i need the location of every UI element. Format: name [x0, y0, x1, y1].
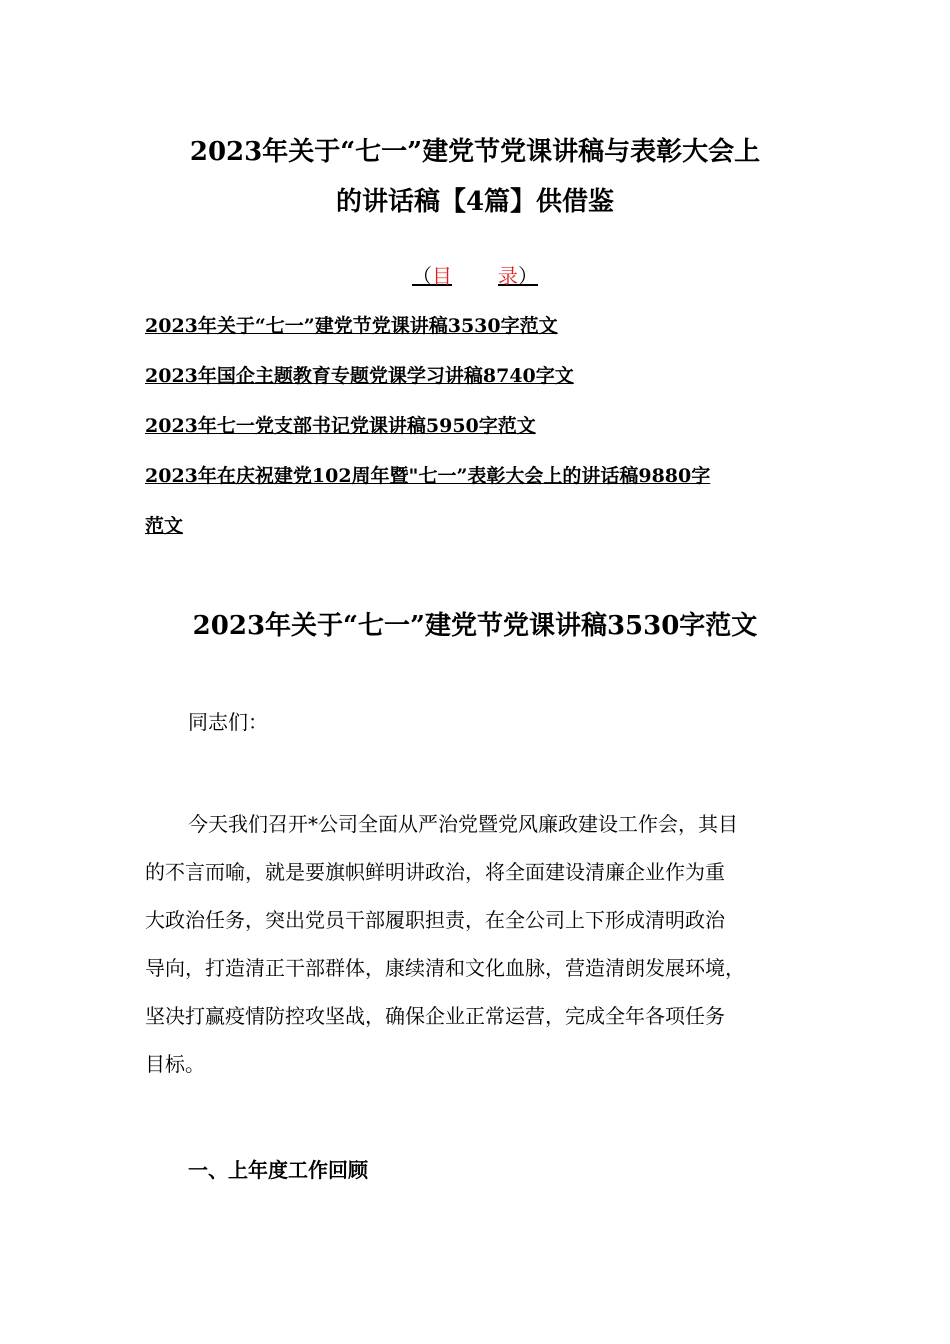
section-title: 2023年关于“七一”建党节党课讲稿3530字范文 — [192, 611, 758, 641]
paragraph-line: 坚决打赢疫情防控攻坚战，确保企业正常运营，完成全年各项任务 — [145, 1004, 725, 1028]
greeting: 同志们： — [188, 710, 268, 734]
toc-link-2[interactable]: 2023年国企主题教育专题党课学习讲稿8740字文 — [145, 365, 574, 387]
toc-link-1[interactable]: 2023年关于“七一”建党节党课讲稿3530字范文 — [145, 315, 558, 337]
paragraph-line: 的不言而喻，就是要旗帜鲜明讲政治，将全面建设清廉企业作为重 — [145, 860, 725, 884]
subheading: 一、上年度工作回顾 — [188, 1158, 368, 1182]
toc-heading-open-paren: （ — [412, 264, 432, 288]
paragraph-line: 目标。 — [145, 1052, 205, 1076]
paragraph-line: 大政治任务，突出党员干部履职担责，在全公司上下形成清明政治 — [145, 908, 725, 932]
document-title-line-1: 2023年关于“七一”建党节党课讲稿与表彰大会上 — [189, 137, 761, 167]
paragraph-line: 今天我们召开*公司全面从严治党暨党风廉政建设工作会，其目 — [188, 812, 738, 836]
toc-heading-close-paren: ） — [518, 264, 538, 288]
toc-link-4[interactable]: 2023年在庆祝建党102周年暨"七一”表彰大会上的讲话稿9880字 — [145, 465, 711, 487]
toc-heading — [0, 260, 950, 292]
toc-heading-char-1: 目 — [432, 264, 452, 288]
toc-link-3[interactable]: 2023年七一党支部书记党课讲稿5950字范文 — [145, 415, 536, 437]
toc-link-4-continued[interactable]: 范文 — [145, 515, 184, 537]
paragraph-line: 导向，打造清正干部群体，康续清和文化血脉，营造清朗发展环境， — [145, 956, 745, 980]
toc-heading-char-2: 录 — [498, 264, 518, 288]
document-title-line-2: 的讲话稿【4篇】供借鉴 — [335, 187, 615, 217]
